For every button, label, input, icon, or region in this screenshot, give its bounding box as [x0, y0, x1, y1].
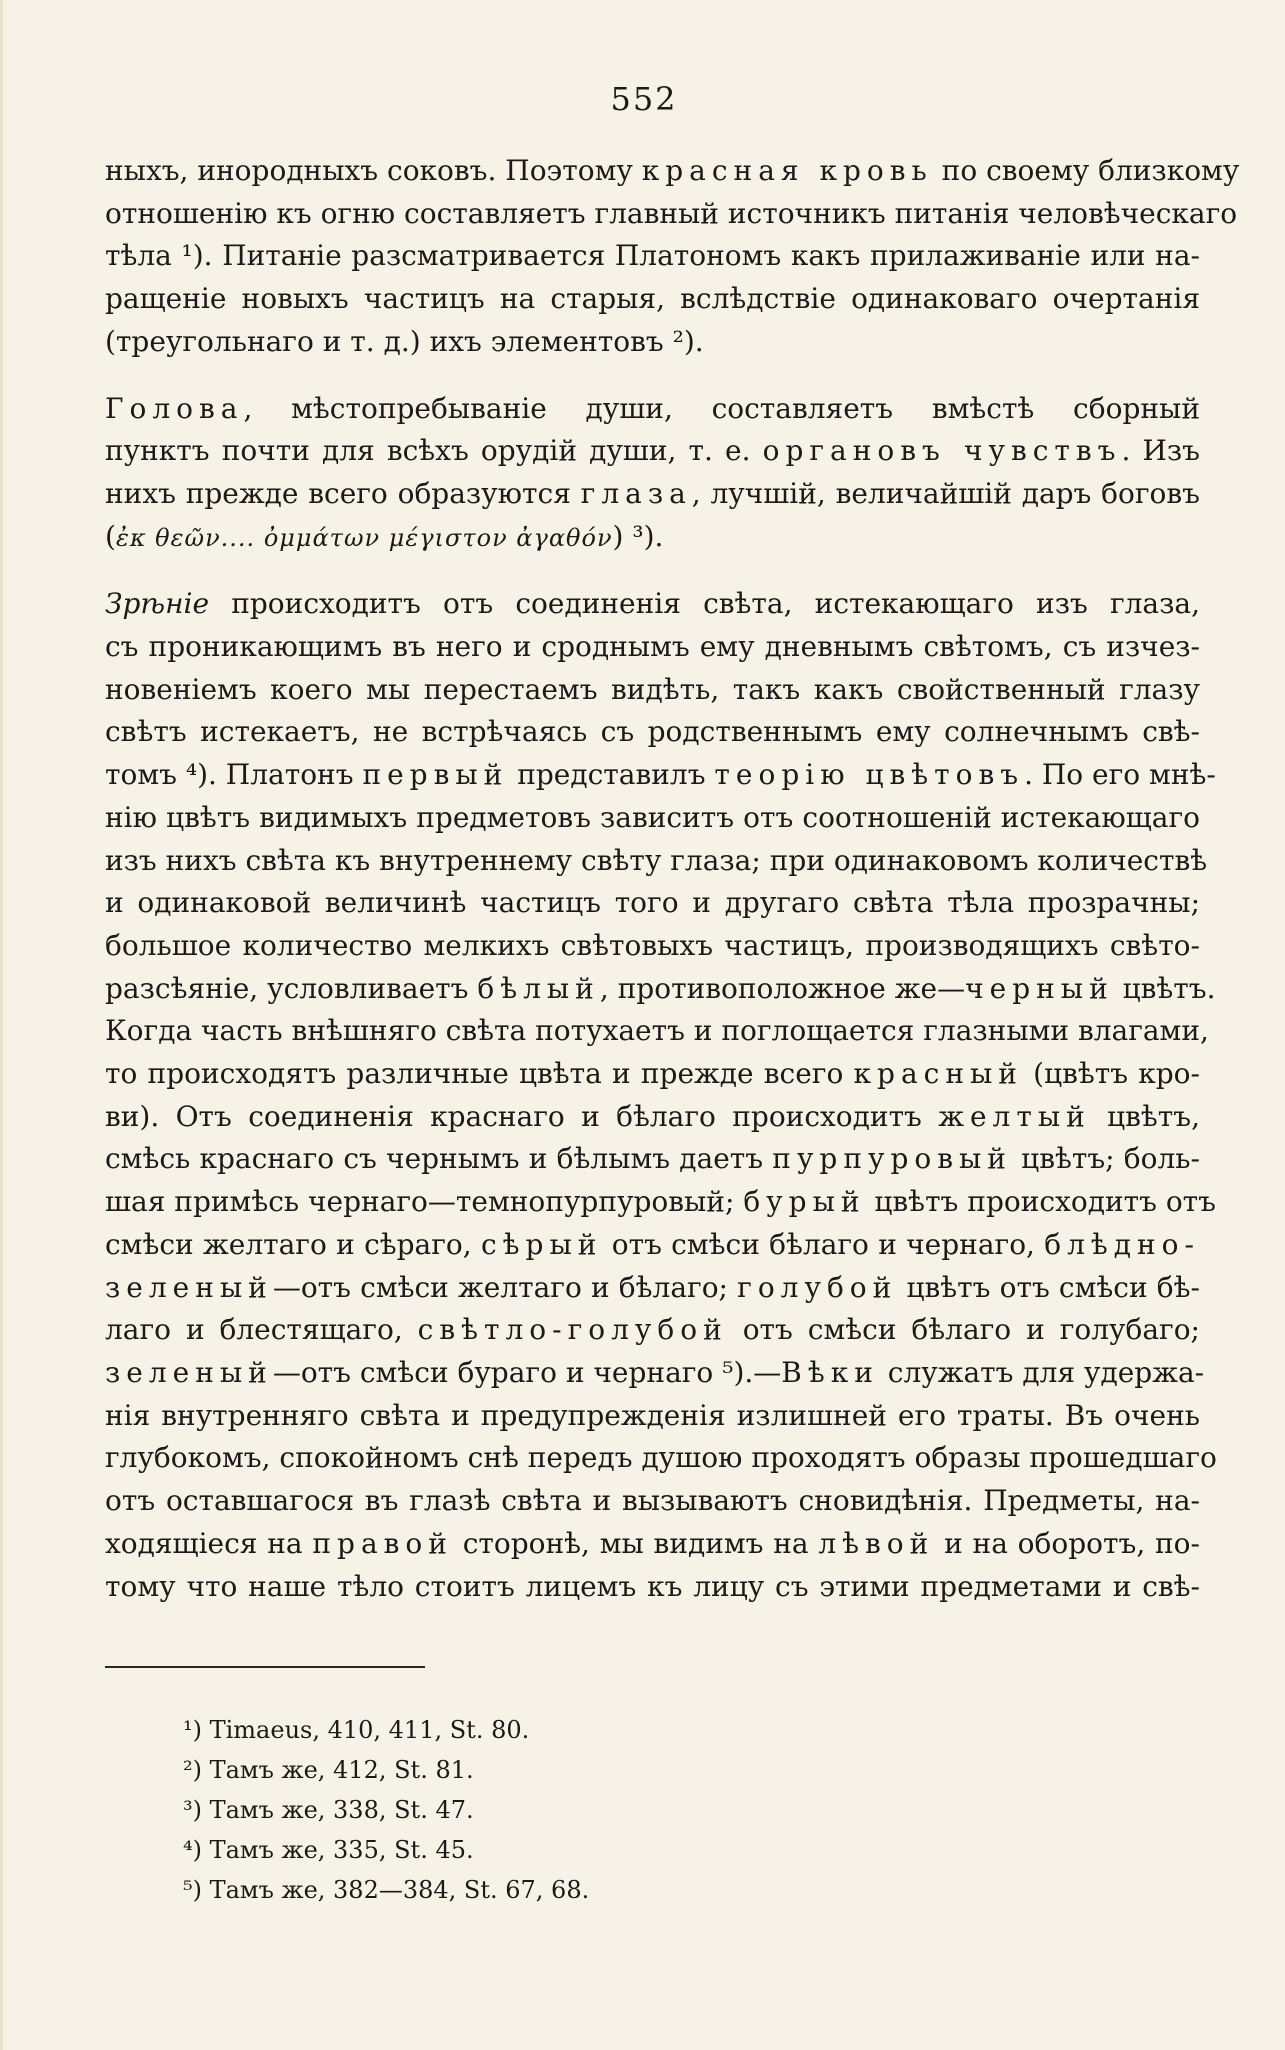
- text-line: то происходятъ различные цвѣта и прежде всего красный (цвѣтъ кро-: [105, 1057, 1200, 1091]
- text-line: зеленый—отъ смѣси желтаго и бѣлаго; голубой цвѣтъ отъ смѣси бѣ-: [105, 1270, 1200, 1304]
- text-line: разсѣяніе, условливаетъ бѣлый, противоположное же—черный цвѣтъ.: [105, 971, 1216, 1005]
- text-line: шая примѣсь чернаго—темнопурпуровый; бурый цвѣтъ происходитъ отъ: [105, 1185, 1216, 1219]
- text-line: изъ нихъ свѣта къ внутреннему свѣту глаза; при одинаковомъ количествѣ: [105, 843, 1208, 877]
- footnote-divider: [105, 1666, 425, 1668]
- footnote-1: ¹) Timaeus, 410, 411, St. 80.: [183, 1716, 530, 1744]
- text-line: Голова, мѣстопребываніе души, составляетъ вмѣстѣ сборный: [105, 391, 1200, 425]
- text-line: отъ оставшагося въ глазѣ свѣта и вызываютъ сновидѣнія. Предметы, на-: [105, 1484, 1200, 1518]
- text-line: большое количество мелкихъ свѣтовыхъ частицъ, производящихъ свѣто-: [105, 928, 1200, 962]
- text-line: отношенію къ огню составляетъ главный источникъ питанія человѣческаго: [105, 196, 1238, 230]
- text-line: пунктъ почти для всѣхъ орудій души, т. е. органовъ чувствъ. Изъ: [105, 434, 1200, 468]
- text-line: нихъ прежде всего образуются глаза, лучшій, величайшій даръ боговъ: [105, 476, 1200, 510]
- text-line: ходящіеся на правой сторонѣ, мы видимъ на лѣвой и на оборотъ, по-: [105, 1526, 1200, 1560]
- text-line: тому что наше тѣло стоитъ лицемъ къ лицу съ этими предметами и свѣ-: [105, 1569, 1200, 1603]
- text-line: новеніемъ коего мы перестаемъ видѣть, такъ какъ свойственный глазу: [105, 672, 1200, 706]
- text-line: тѣла ¹). Питаніе разсматривается Платономъ какъ прилаживаніе или на-: [105, 239, 1200, 273]
- text-line: нія внутренняго свѣта и предупрежденія излишней его траты. Въ очень: [105, 1398, 1200, 1432]
- paragraph-2: [105, 388, 1200, 560]
- main-text: [105, 150, 1240, 1608]
- text-line: (треугольнаго и т. д.) ихъ элементовъ ²).: [105, 324, 704, 358]
- footnote-3: ³) Тамъ же, 338, St. 47.: [183, 1796, 474, 1824]
- text-line: (ἐκ θεῶν.... ὀμμάτων μέγιστον ἀγαθόν) ³).: [105, 519, 664, 553]
- text-line: ращеніе новыхъ частицъ на старыя, вслѣдствіе одинаковаго очертанія: [105, 282, 1200, 316]
- text-line: томъ ⁴). Платонъ первый представилъ теорію цвѣтовъ. По его мнѣ-: [105, 758, 1216, 792]
- text-line: ныхъ, инородныхъ соковъ. Поэтому красная кровь по своему близкому: [105, 154, 1240, 187]
- text-line: лаго и блестящаго, свѣтло-голубой отъ смѣси бѣлаго и голубаго;: [105, 1313, 1200, 1347]
- text-line: съ проникающимъ въ него и сроднымъ ему дневнымъ свѣтомъ, съ изчез-: [105, 630, 1200, 664]
- text-line: нію цвѣтъ видимыхъ предметовъ зависитъ отъ соотношеній истекающаго: [105, 800, 1200, 834]
- paragraph-3: [105, 583, 1217, 1608]
- paragraph-1: [105, 150, 1240, 364]
- text-line: свѣтъ истекаетъ, не встрѣчаясь съ родственнымъ ему солнечнымъ свѣ-: [105, 715, 1200, 749]
- text-line: Когда часть внѣшняго свѣта потухаетъ и поглощается глазными влагами,: [105, 1014, 1209, 1048]
- text-line: и одинаковой величинѣ частицъ того и другаго свѣта тѣла прозрачны;: [105, 886, 1200, 920]
- text-line: ви). Отъ соединенія краснаго и бѣлаго происходитъ желтый цвѣтъ,: [105, 1099, 1200, 1133]
- page-number: 552: [610, 80, 678, 118]
- footnote-2: ²) Тамъ же, 412, St. 81.: [183, 1756, 474, 1784]
- footnote-4: ⁴) Тамъ же, 335, St. 45.: [183, 1836, 474, 1864]
- text-line: Зрѣніе происходитъ отъ соединенія свѣта, истекающаго изъ глаза,: [105, 587, 1200, 621]
- text-line: смѣсь краснаго съ чернымъ и бѣлымъ даетъ пурпуровый цвѣтъ; боль-: [105, 1142, 1200, 1176]
- footnote-5: ⁵) Тамъ же, 382—384, St. 67, 68.: [183, 1876, 590, 1904]
- text-line: глубокомъ, спокойномъ снѣ передъ душою проходятъ образы прошедшаго: [105, 1441, 1217, 1475]
- text-line: смѣси желтаго и сѣраго, сѣрый отъ смѣси бѣлаго и чернаго, блѣдно-: [105, 1227, 1200, 1261]
- footnotes: [183, 1710, 983, 1910]
- text-line: зеленый—отъ смѣси бураго и чернаго ⁵).—Вѣки служатъ для удержа-: [105, 1355, 1205, 1389]
